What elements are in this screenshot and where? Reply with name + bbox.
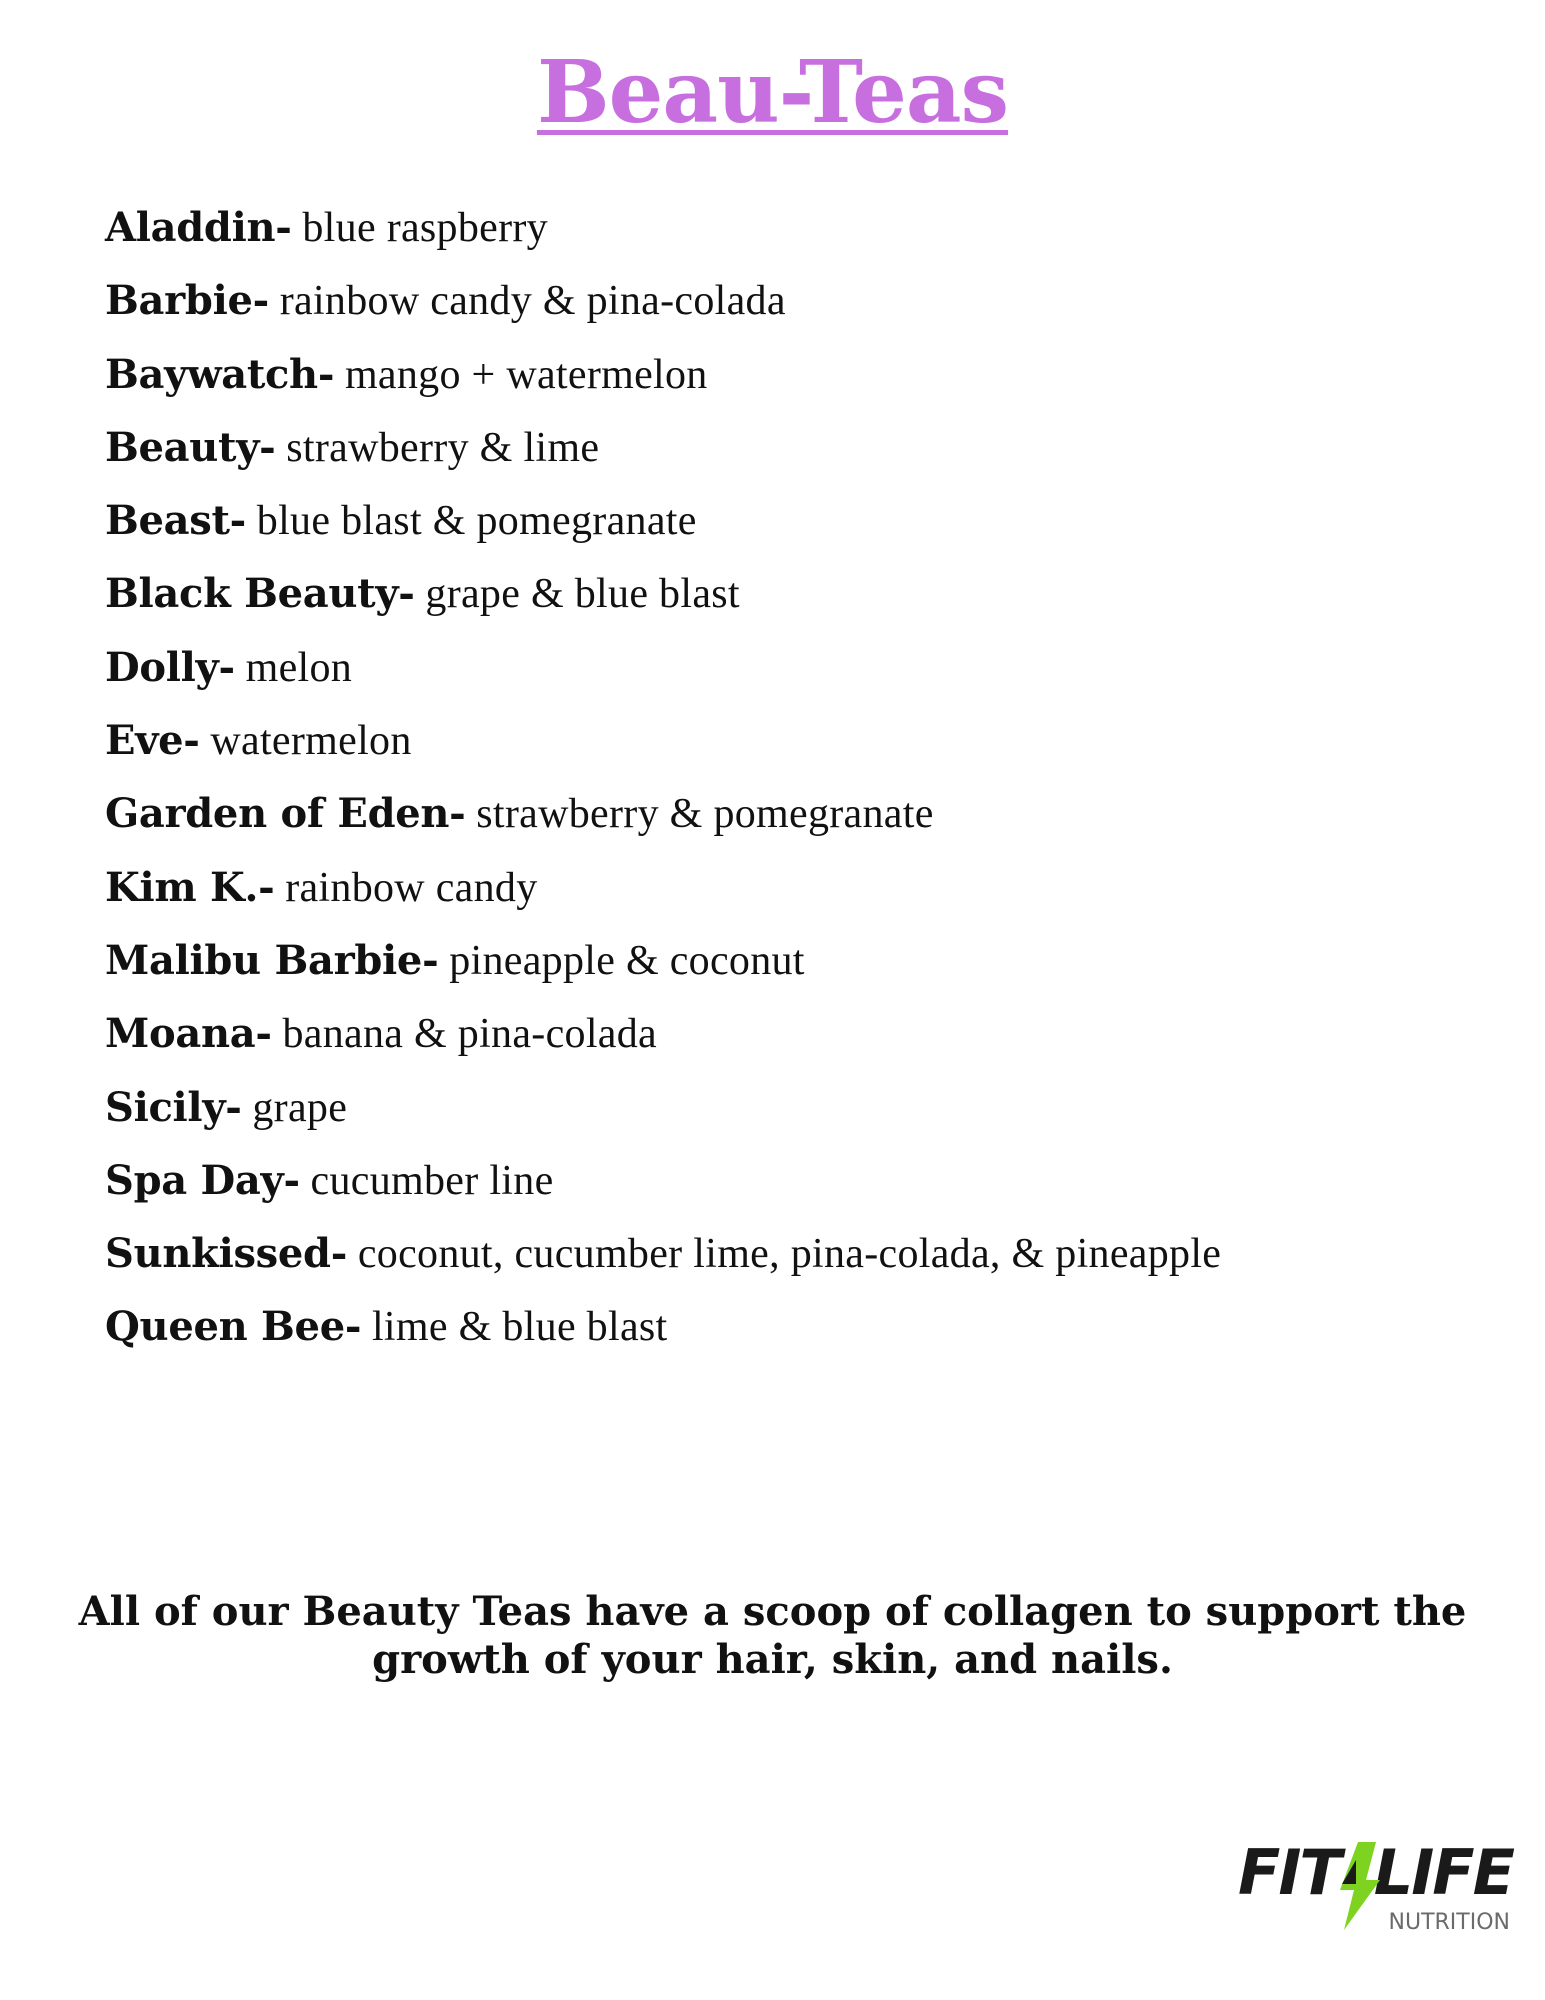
tea-flavor: blue blast & pomegranate — [245, 498, 697, 545]
logo-text-fit: FIT — [1238, 1836, 1340, 1909]
tea-name: Aladdin- — [105, 204, 292, 251]
collagen-note — [0, 1588, 1545, 1684]
list-item — [105, 491, 1221, 564]
tea-name: Spa Day- — [105, 1156, 300, 1204]
tea-flavor: rainbow candy & pina-colada — [268, 278, 786, 325]
tea-menu-list — [105, 198, 1221, 1371]
tea-flavor: lime & blue blast — [361, 1304, 668, 1351]
list-item — [105, 1151, 1221, 1224]
tea-name: Queen Bee- — [105, 1303, 362, 1351]
tea-flavor: rainbow candy — [274, 864, 538, 911]
list-item — [105, 198, 1221, 271]
list-item — [105, 1224, 1221, 1297]
list-item — [105, 1078, 1221, 1151]
logo-subtext: NUTRITION — [1388, 1910, 1510, 1935]
tea-flavor: banana & pina-colada — [271, 1011, 657, 1058]
list-item — [105, 931, 1221, 1004]
list-item — [105, 1297, 1221, 1370]
tea-flavor: strawberry & pomegranate — [465, 791, 934, 838]
tea-flavor: watermelon — [199, 718, 412, 765]
tea-name: Kim K.- — [105, 863, 275, 911]
tea-name: Sunkissed- — [105, 1230, 348, 1278]
logo-text-life: LIFE — [1373, 1836, 1513, 1909]
tea-flavor: melon — [234, 644, 353, 691]
tea-flavor: coconut, cucumber lime, pina-colada, & pineapple — [347, 1231, 1222, 1278]
tea-name: Beast- — [105, 497, 246, 545]
tea-flavor: strawberry & lime — [275, 424, 600, 471]
lightning-bolt-icon — [1336, 1840, 1382, 1932]
tea-name: Beauty- — [105, 423, 276, 471]
tea-flavor: blue raspberry — [291, 205, 548, 251]
list-item — [105, 418, 1221, 491]
tea-flavor: grape & blue blast — [414, 571, 740, 618]
page-title: Beau-Teas — [536, 42, 1009, 143]
tea-name: Sicily- — [105, 1083, 242, 1131]
list-item — [105, 1004, 1221, 1077]
collagen-note-line-2: growth of your hair, skin, and nails. — [372, 1636, 1173, 1683]
tea-name: Black Beauty- — [105, 570, 415, 618]
list-item — [105, 711, 1221, 784]
tea-flavor: pineapple & coconut — [438, 937, 805, 984]
tea-name: Garden of Eden- — [105, 790, 466, 838]
tea-flavor: grape — [241, 1084, 348, 1131]
collagen-note-line-1: All of our Beauty Teas have a scoop of collagen to support the — [78, 1588, 1467, 1635]
tea-flavor: mango + watermelon — [334, 351, 708, 398]
tea-name: Baywatch- — [105, 350, 335, 398]
list-item — [105, 858, 1221, 931]
list-item — [105, 271, 1221, 344]
list-item — [105, 564, 1221, 637]
tea-name: Dolly- — [105, 643, 235, 691]
tea-name: Malibu Barbie- — [105, 936, 439, 984]
tea-name: Eve- — [105, 717, 200, 765]
list-item — [105, 345, 1221, 418]
tea-name: Moana- — [105, 1010, 272, 1058]
list-item — [105, 638, 1221, 711]
list-item — [105, 784, 1221, 857]
fit4life-logo — [1238, 1838, 1518, 1948]
tea-flavor: cucumber line — [299, 1157, 554, 1204]
tea-name: Barbie- — [105, 277, 269, 325]
